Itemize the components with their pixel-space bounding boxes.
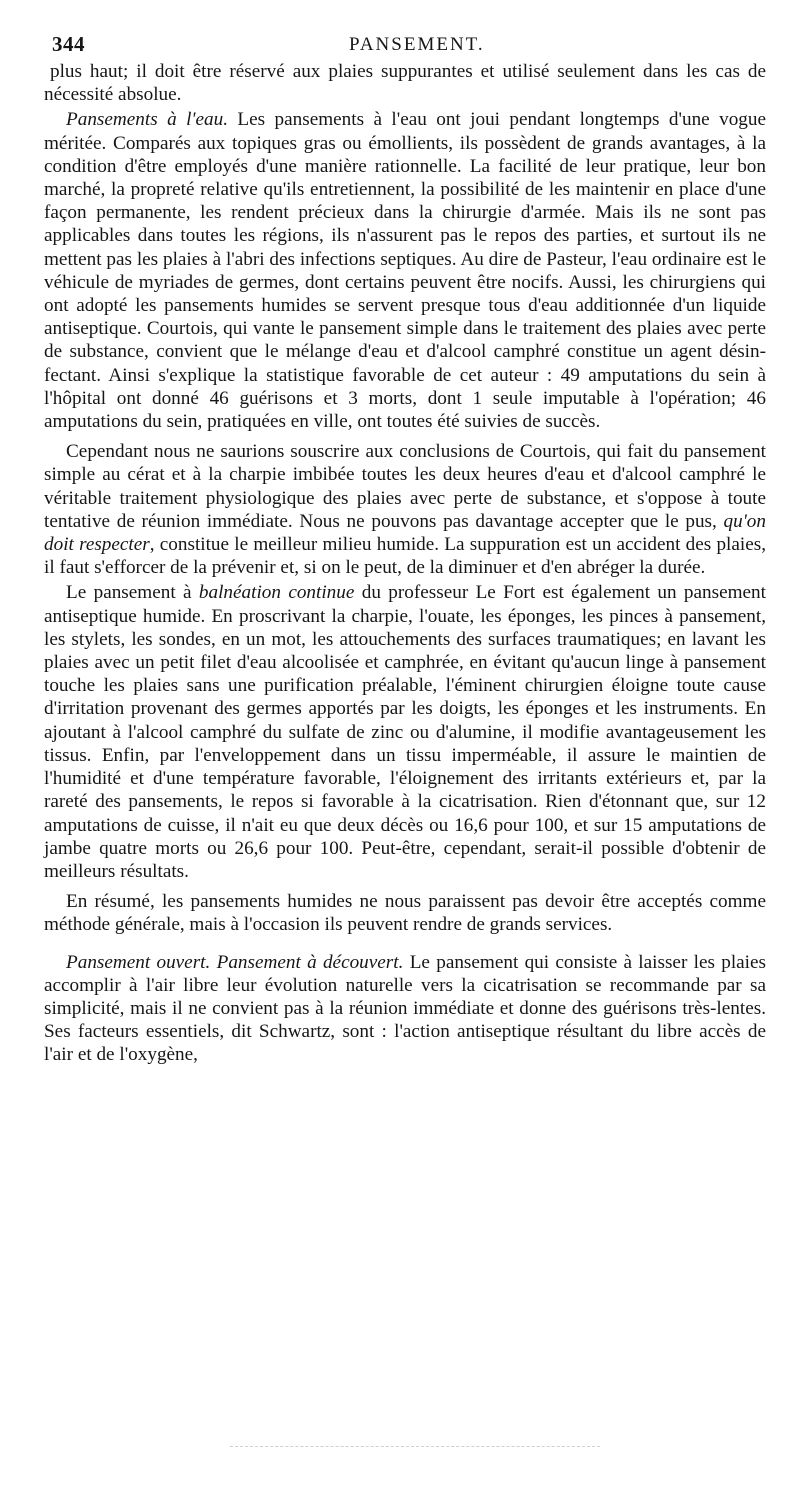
italic-phrase: balnéation continue [198, 582, 355, 604]
paragraph-text: plus haut; il doit être réservé aux plaies suppurantes et utilisé seulement dans les cas de nécessité absolue. [44, 61, 766, 106]
page-header [44, 30, 766, 58]
bottom-divider [230, 1446, 600, 1447]
paragraph-continuation [44, 60, 766, 106]
italic-phrase: qu'on doit respecter [44, 510, 766, 556]
book-page [44, 30, 766, 1069]
section-lead-in: Pansements à l'eau. [66, 109, 229, 131]
paragraph-text: En résumé, les pansements humides ne nous paraissent pas devoir être acceptés comme méthode générale, mais à l'occasion ils peuvent rendre de grands services. [44, 891, 766, 936]
paragraph-courtois-critique [44, 440, 766, 579]
page-number: 344 [52, 32, 85, 56]
paragraph-text: , constitue le meilleur milieu humide. La suppuration est un accident des plaies, il faut s'efforcer de la prévenir et, si on le peut, de la diminuer et d'en abréger la durée. [44, 534, 766, 579]
paragraph-balneation [44, 581, 766, 883]
paragraph-text: Les pansements à l'eau ont joui pendant longtemps d'une vogue méritée. Comparés aux topiques gras ou émollients, ils possèdent de grands avantages, à la condition d'être employés d'une manière rationnelle. La facilité de leur pratique, leur bon marché, la propreté relative qu'ils entretiennent, la possibilité de les maintenir en place d'une façon permanente, les rendent précieux dans la chirurgie d'armée. Mais ils ne sont pas applicables dans toutes les régions, ils n'assurent pas le repos des parties, et surtout ils ne mettent pas les plaies à l'abri des infections septiques. Au dire de Pasteur, l'eau ordinaire est le véhicule de myriades de germes, dont certains peuvent être nocifs. Aussi, les chirurgiens qui ont adopté les pansements humides se servent presque tous d'eau additionnée d'un liquide antiseptique. Courtois, qui vante le pansement simple dans le traitement des plaies avec perte de substance, convient que le mélange d'eau et d'alcool camphré constitue un agent désinfectant. Ainsi s'explique la statistique favorable de cet auteur : 49 amputations du sein à l'hôpital ont donné 46 guérisons et 3 morts, dont 1 seule imputable à l'opération; 46 amputations du sein, pratiquées en ville, ont toutes été suivies de succès. [44, 109, 766, 433]
paragraph-resume [44, 890, 766, 936]
paragraph-pansement-ouvert [44, 951, 766, 1067]
section-lead-in: Pansement ouvert. Pansement à découvert. [66, 951, 404, 973]
paragraph-text: Le pansement à [66, 582, 199, 604]
paragraph-pansements-eau [44, 108, 766, 433]
paragraph-text: Le pansement qui consiste à laisser les plaies accomplir à l'air libre leur évolution naturelle vers la cicatrisation se recommande par sa simplicité, mais il ne convient pas à la réunion immédiate et donne des guérisons très-lentes. Ses facteurs essentiels, dit Schwartz, sont : l'action antiseptique résultant du libre accès de l'air et de l'oxygène, [44, 951, 766, 1066]
paragraph-text: du professeur Le Fort est également un pansement antiseptique humide. En proscrivant la charpie, l'ouate, les éponges, les pinces à pansement, les stylets, les sondes, en un mot, les attouchements des surfaces traumatiques; en lavant les plaies avec un petit filet d'eau alcoolisée et camphrée, en évitant qu'aucun linge à pansement touche les plaies sans une purification préalable, l'éminent chirurgien éloigne toute cause d'irritation provenant des germes apportés par les doigts, les éponges et les instruments. En ajoutant à l'alcool camphré du sulfate de zinc ou d'alumine, il modifie avantageusement les tissus. Enfin, par l'enveloppement dans un tissu imperméable, il assure le maintien de l'humidité et d'une température favorable, l'éloignement des irritants extérieurs et, par la rareté des pansements, le repos si favorable à la cicatrisation. Rien d'étonnant que, sur 12 amputations de cuisse, il n'ait eu que deux décès ou 16,6 pour 100, et sur 15 amputations de jambe quatre morts ou 26,6 pour 100. Peut-être, cependant, serait-il possible d'obtenir de meilleurs résultats. [44, 582, 766, 882]
paragraph-text: Cependant nous ne saurions souscrire aux conclusions de Courtois, qui fait du pansement simple au cérat et à la charpie imbibée toutes les deux heures d'eau et d'alcool camphré le véritable traitement physiologique des plaies avec perte de substance, et s'oppose à toute tentative de réunion immédiate. Nous ne pouvons pas davantage accepter que le pus, [44, 441, 766, 532]
body-text [44, 60, 766, 1067]
running-title: PANSEMENT. [349, 34, 485, 55]
